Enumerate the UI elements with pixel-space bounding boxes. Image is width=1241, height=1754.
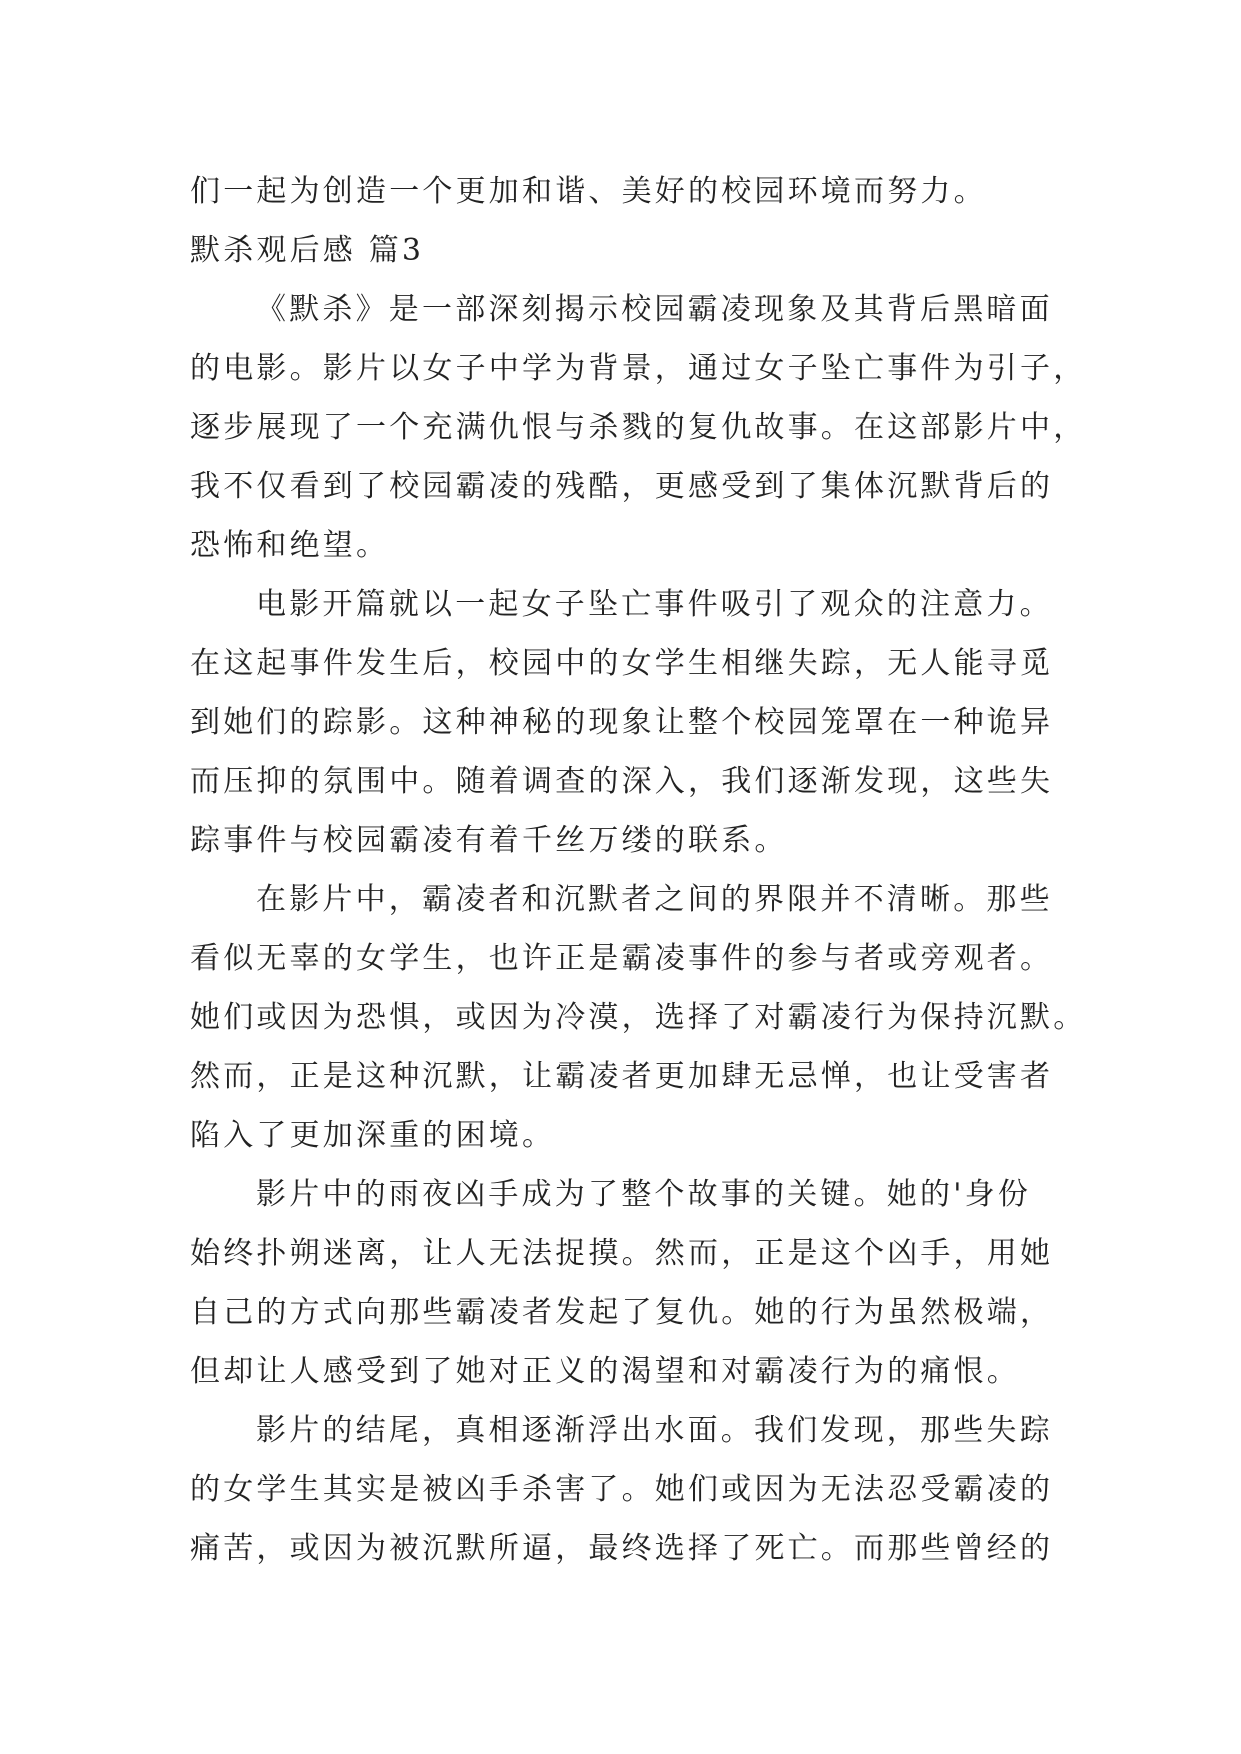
text-line: 我不仅看到了校园霸凌的残酷，更感受到了集体沉默背后的 [190,469,1054,504]
text-line: 《默杀》是一部深刻揭示校园霸凌现象及其背后黑暗面 [256,292,1053,327]
text-line: 电影开篇就以一起女子坠亡事件吸引了观众的注意力。 [256,587,1053,622]
text-line: 但却让人感受到了她对正义的渴望和对霸凌行为的痛恨。 [190,1354,1020,1389]
text-line: 影片中的雨夜凶手成为了整个故事的关键。她的'身份 [256,1177,1032,1212]
section-heading: 默杀观后感 篇3 [190,233,425,268]
text-line: 她们或因为恐惧，或因为冷漠，选择了对霸凌行为保持沉默。 [190,1000,1087,1035]
text-line: 影片的结尾，真相逐渐浮出水面。我们发现，那些失踪 [256,1413,1053,1448]
text-line: 到她们的踪影。这种神秘的现象让整个校园笼罩在一种诡异 [190,705,1054,740]
text-line: 逐步展现了一个充满仇恨与杀戮的复仇故事。在这部影片中， [190,410,1087,445]
text-line: 陷入了更加深重的困境。 [190,1118,556,1153]
text-line: 在这起事件发生后，校园中的女学生相继失踪，无人能寻觅 [190,646,1054,681]
text-line: 恐怖和绝望。 [190,528,390,563]
text-line: 而压抑的氛围中。随着调查的深入，我们逐渐发现，这些失 [190,764,1054,799]
text-line: 始终扑朔迷离，让人无法捉摸。然而，正是这个凶手，用她 [190,1236,1054,1271]
text-line: 们一起为创造一个更加和谐、美好的校园环境而努力。 [190,174,987,209]
text-line: 自己的方式向那些霸凌者发起了复仇。她的行为虽然极端， [190,1295,1054,1330]
document-body [190,162,1087,1578]
text-line: 然而，正是这种沉默，让霸凌者更加肆无忌惮，也让受害者 [190,1059,1054,1094]
text-line: 踪事件与校园霸凌有着千丝万缕的联系。 [190,823,788,858]
text-line: 的电影。影片以女子中学为背景，通过女子坠亡事件为引子， [190,351,1087,386]
text-line: 在影片中，霸凌者和沉默者之间的界限并不清晰。那些 [256,882,1053,917]
text-line: 看似无辜的女学生，也许正是霸凌事件的参与者或旁观者。 [190,941,1054,976]
text-line: 的女学生其实是被凶手杀害了。她们或因为无法忍受霸凌的 [190,1472,1054,1507]
text-line: 痛苦，或因为被沉默所逼，最终选择了死亡。而那些曾经的 [190,1531,1054,1566]
